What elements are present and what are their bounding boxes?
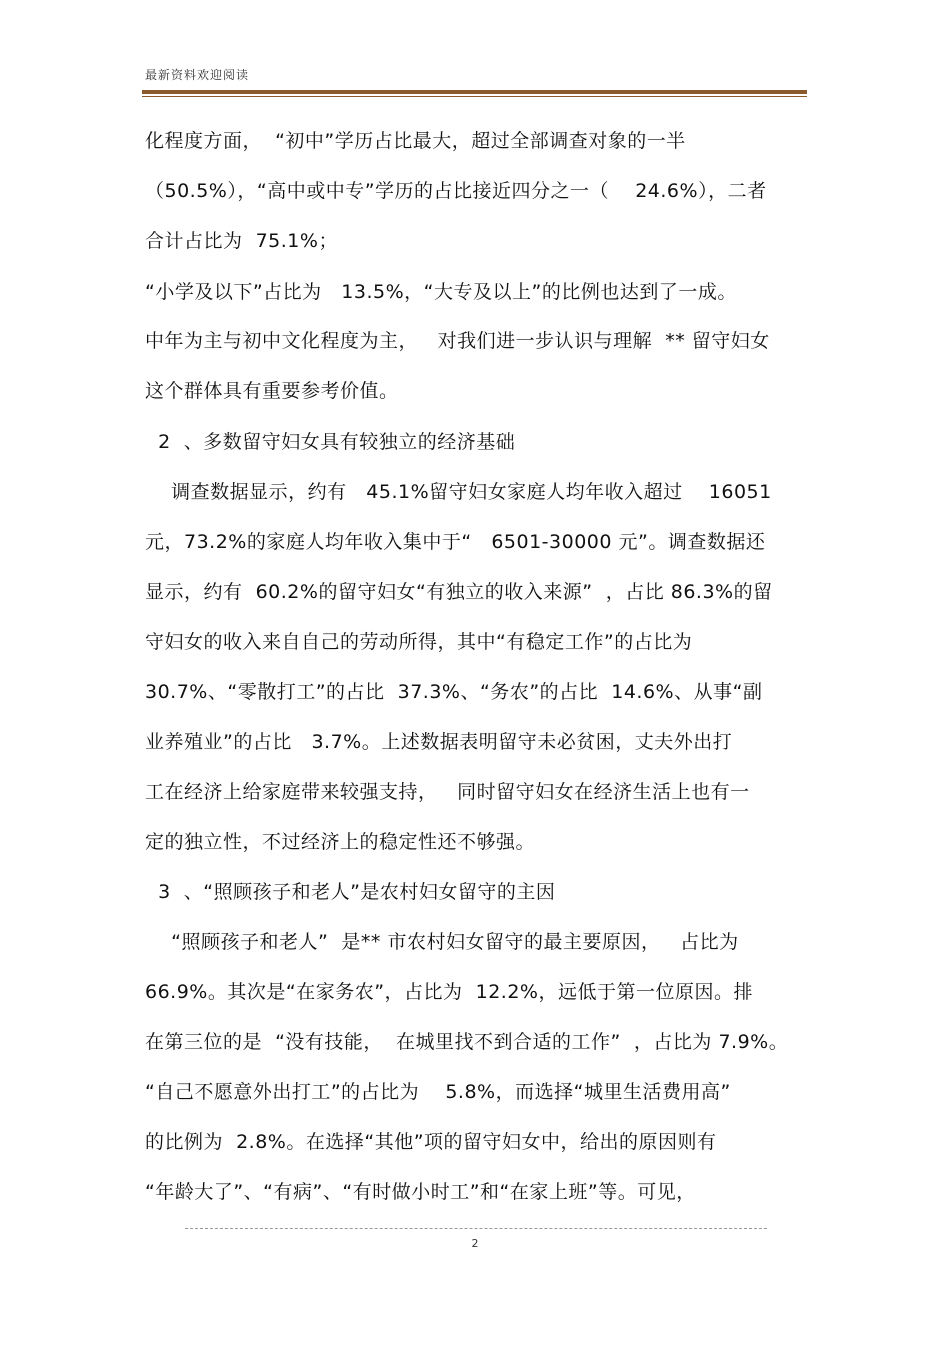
body-line: 显示，约有 60.2%的留守妇女“有独立的收入来源” ，占比 86.3%的留 — [145, 581, 773, 603]
body-line: 这个群体具有重要参考价值。 — [145, 380, 399, 402]
footer-divider — [185, 1228, 767, 1229]
body-line: 化程度方面， “初中”学历占比最大，超过全部调查对象的一半 — [145, 130, 686, 152]
page-number: 2 — [471, 1237, 479, 1250]
header-title: 最新资料欢迎阅读 — [145, 68, 250, 82]
body-line: 在第三位的是 “没有技能， 在城里找不到合适的工作” ，占比为 7.9%。 — [145, 1031, 789, 1053]
body-line: “自己不愿意外出打工”的占比为 5.8%，而选择“城里生活费用高” — [145, 1081, 731, 1103]
body-line: 业养殖业”的占比 3.7%。上述数据表明留守未必贫困，丈夫外出打 — [145, 731, 733, 753]
body-line: 工在经济上给家庭带来较强支持， 同时留守妇女在经济生活上也有一 — [145, 781, 750, 803]
body-line: “年龄大了”、“有病”、“有时做小时工”和“在家上班”等。可见， — [145, 1181, 696, 1203]
section-heading: 3 、“照顾孩子和老人”是农村妇女留守的主因 — [145, 881, 556, 903]
body-line: 中年为主与初中文化程度为主， 对我们进一步认识与理解 ** 留守妇女 — [145, 330, 770, 352]
body-line: “小学及以下”占比为 13.5%，“大专及以上”的比例也达到了一成。 — [145, 281, 737, 303]
section-heading: 2 、多数留守妇女具有较独立的经济基础 — [145, 431, 516, 453]
body-line: 合计占比为 75.1%； — [145, 230, 338, 252]
body-line: 调查数据显示，约有 45.1%留守妇女家庭人均年收入超过 16051 — [145, 481, 772, 503]
header-divider-thin — [142, 96, 807, 97]
body-line: 30.7%、“零散打工”的占比 37.3%、“务农”的占比 14.6%、从事“副 — [145, 681, 763, 703]
body-line: 66.9%。其次是“在家务农”，占比为 12.2%，远低于第一位原因。排 — [145, 981, 753, 1003]
body-line: 元，73.2%的家庭人均年收入集中于“ 6501-30000 元”。调查数据还 — [145, 531, 766, 553]
body-line: 守妇女的收入来自自己的劳动所得，其中“有稳定工作”的占比为 — [145, 631, 693, 653]
body-line: （50.5%），“高中或中专”学历的占比接近四分之一（ 24.6%），二者 — [145, 180, 767, 202]
header-divider-thick — [142, 90, 807, 94]
body-line: 的比例为 2.8%。在选择“其他”项的留守妇女中，给出的原因则有 — [145, 1131, 717, 1153]
body-line: 定的独立性，不过经济上的稳定性还不够强。 — [145, 831, 536, 853]
body-line: “照顾孩子和老人” 是** 市农村妇女留守的最主要原因， 占比为 — [145, 931, 739, 953]
